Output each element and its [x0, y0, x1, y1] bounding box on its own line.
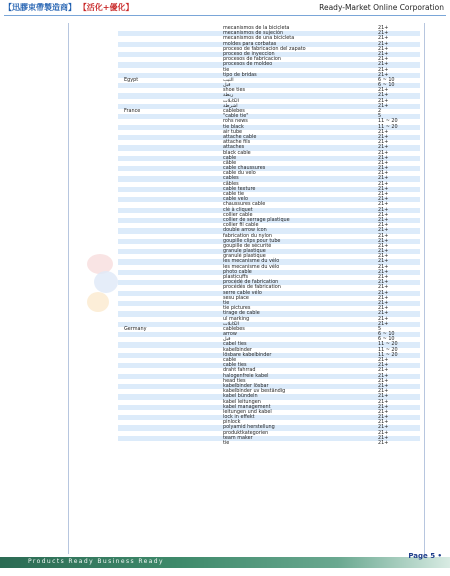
quantity-cell: 6 ~ 10 [378, 331, 395, 338]
quantity-cell: 21+ [378, 357, 389, 363]
keyword-cell: procesos de fabricacion [223, 56, 282, 63]
quantity-cell: 21+ [378, 434, 389, 441]
keyword-cell: cable ties [223, 362, 247, 369]
header-title-accent: 【活化+優化】 [78, 3, 134, 12]
keyword-cell: câble [223, 159, 237, 166]
keyword-cell: cable [223, 357, 237, 363]
keyword-cell: kabel bündeln [223, 393, 258, 400]
keyword-cell: photo cable [223, 268, 252, 275]
keyword-cell: câbles [223, 180, 239, 187]
quantity-cell: 21+ [378, 180, 389, 187]
keyword-cell: produktkategorien [223, 429, 269, 436]
keyword-cell: draht fahrrad [223, 367, 256, 374]
keyword-cell: tie [223, 440, 230, 446]
keyword-cell: cabel ties [223, 341, 247, 348]
keyword-cell: sesu place [223, 294, 249, 301]
quantity-cell: 21+ [378, 50, 389, 57]
keyword-cell: clé à cliquet [223, 206, 253, 213]
keyword-cell: granule plastique [223, 248, 266, 255]
keyword-cell: team maker [223, 434, 253, 441]
keyword-cell: procédés de fabrication [223, 284, 281, 291]
keyword-cell: double arrow icon [223, 227, 267, 234]
quantity-cell: 21+ [378, 388, 389, 395]
keyword-cell: tie [223, 66, 230, 73]
keyword-cell: tirage de cable [223, 310, 260, 317]
quantity-cell: 21+ [378, 362, 389, 369]
quantity-cell: 21+ [378, 30, 389, 37]
quantity-cell: 21+ [378, 429, 389, 436]
keyword-cell: proceso de fabricacion del zapato [223, 45, 306, 52]
quantity-cell: 21+ [378, 237, 389, 244]
keyword-cell: cable velo [223, 196, 248, 203]
keyword-cell: الكابلات [223, 320, 239, 327]
keyword-cell: leitungen und kabel [223, 408, 272, 415]
quantity-cell: 21+ [378, 274, 389, 280]
quantity-cell: 21+ [378, 248, 389, 255]
quantity-cell: 21+ [378, 133, 389, 140]
keyword-cell: kabelbinder lösbar [223, 382, 269, 389]
quantity-cell: 21+ [378, 268, 389, 275]
keyword-cell: collier fil cable [223, 222, 259, 229]
header-divider [4, 15, 446, 16]
footer-tagline: Products Ready Business Ready [28, 558, 164, 565]
quantity-cell: 21+ [378, 393, 389, 400]
quantity-cell: 21+ [378, 201, 389, 208]
keyword-cell: tie [223, 299, 230, 306]
quantity-cell: 21+ [378, 398, 389, 405]
quantity-cell: 5 [378, 113, 382, 120]
keyword-cell: tie black [223, 123, 244, 130]
keyword-cell: head ties [223, 377, 246, 384]
quantity-cell: 21+ [378, 40, 389, 47]
quantity-cell: 21+ [378, 165, 389, 172]
keyword-cell: التيب [223, 76, 234, 83]
quantity-cell: 21+ [378, 294, 389, 301]
quantity-cell: 21+ [378, 66, 389, 73]
quantity-cell: 21+ [378, 216, 389, 223]
quantity-cell: 21+ [378, 403, 389, 410]
company-name: Ready-Market Online Corporation [319, 3, 444, 12]
quantity-cell: 21+ [378, 25, 389, 31]
keyword-cell: cable [223, 154, 237, 161]
keyword-cell: ربطة [223, 92, 234, 99]
quantity-cell: 6 ~ 10 [378, 76, 395, 83]
quantity-cell: 21+ [378, 196, 389, 203]
keyword-cell: collier de serrage plastique [223, 216, 290, 223]
keyword-cell: proceso de inyeccion [223, 50, 275, 57]
quantity-cell: 21+ [378, 211, 389, 218]
keyword-cell: "cable tie" [223, 113, 249, 120]
quantity-cell: 21+ [378, 232, 389, 239]
quantity-cell: 6 ~ 10 [378, 82, 395, 89]
quantity-cell: 21+ [378, 128, 389, 135]
quantity-cell: 21+ [378, 222, 389, 229]
watermark-graphic [86, 250, 120, 316]
country-cell: France [124, 108, 141, 114]
keyword-cell: lock in effekt [223, 414, 255, 421]
keyword-cell: قبل [223, 82, 231, 89]
quantity-cell: 11 ~ 20 [378, 341, 398, 348]
quantity-cell: 21+ [378, 191, 389, 197]
keyword-cell: kabel management [223, 403, 271, 410]
quantity-cell: 21+ [378, 61, 389, 68]
quantity-cell: 21+ [378, 185, 389, 192]
quantity-cell: 21+ [378, 284, 389, 291]
quantity-cell: 21+ [378, 102, 389, 109]
quantity-cell: 21+ [378, 87, 389, 94]
country-cell: Germany [124, 325, 147, 332]
quantity-cell: 21+ [378, 71, 389, 78]
page-number: Page 5 • [408, 552, 442, 560]
quantity-cell: 21+ [378, 377, 389, 384]
quantity-cell: 21+ [378, 299, 389, 306]
keyword-cell: attaches [223, 144, 245, 151]
quantity-cell: 11 ~ 20 [378, 346, 398, 353]
keyword-cell: cable tie [223, 191, 244, 197]
quantity-cell: 21+ [378, 367, 389, 374]
quantity-cell: 21+ [378, 382, 389, 389]
keyword-cell: cablebes [223, 108, 245, 114]
quantity-cell: 21+ [378, 440, 389, 446]
quantity-cell: 21+ [378, 315, 389, 322]
header-title [4, 2, 134, 13]
keyword-cell: ul marking [223, 315, 250, 322]
keyword-cell: cable du velo [223, 170, 256, 177]
quantity-cell: 21+ [378, 139, 389, 146]
quantity-cell: 21+ [378, 206, 389, 213]
quantity-cell: 21+ [378, 419, 389, 426]
keyword-cell: moldes para corbatas [223, 40, 277, 47]
keyword-cell: attache cable [223, 133, 257, 140]
keyword-cell: قبل [223, 336, 231, 343]
quantity-cell: 21+ [378, 305, 389, 312]
quantity-cell: 6 ~ 10 [378, 336, 395, 343]
table-row [118, 441, 420, 446]
keyword-cell: cablebes [223, 325, 245, 332]
keyword-cell: mecanismos de una bicicleta [223, 35, 295, 42]
quantity-cell: 21+ [378, 144, 389, 151]
quantity-cell: 21+ [378, 310, 389, 317]
right-rule [424, 23, 425, 554]
quantity-cell: 21+ [378, 45, 389, 52]
quantity-cell: 21+ [378, 253, 389, 260]
header-title-main: 【迅膠束帶製造商】 [4, 3, 76, 12]
quantity-cell: 21+ [378, 320, 389, 327]
quantity-cell: 11 ~ 20 [378, 351, 398, 358]
keyword-cell: mecanismos de la bicicleta [223, 25, 290, 31]
quantity-cell: 5 [378, 325, 382, 332]
country-cell: Egypt [124, 76, 139, 83]
keyword-cell: attache fils [223, 139, 251, 146]
quantity-cell: 21+ [378, 56, 389, 63]
quantity-cell: 21+ [378, 97, 389, 104]
keyword-cell: granulé plastique [223, 253, 266, 260]
quantity-cell: 21+ [378, 175, 389, 182]
keyword-cell: halogenfreie kabel [223, 372, 269, 379]
keyword-cell: polyamid herstellung [223, 424, 275, 431]
keyword-cell: les mecanisme du vélo [223, 263, 280, 270]
keyword-cell: procédé de fabrication [223, 279, 279, 286]
keyword-cell: serre cable vélo [223, 289, 262, 296]
quantity-cell: 21+ [378, 263, 389, 270]
keyword-cell: collier cable [223, 211, 253, 218]
quantity-cell: 21+ [378, 35, 389, 42]
quantity-cell: 11 ~ 20 [378, 118, 398, 125]
keyword-cell: tipo de bridas [223, 71, 257, 78]
keyword-table [118, 26, 420, 446]
quantity-cell: 21+ [378, 170, 389, 177]
keyword-cell: goupille de sécurité [223, 242, 272, 249]
keyword-cell: cables [223, 175, 239, 182]
keyword-cell: اشرطة [223, 102, 238, 109]
quantity-cell: 21+ [378, 289, 389, 296]
keyword-cell: procesos de moldeo [223, 61, 273, 68]
keyword-cell: air tube [223, 128, 243, 135]
quantity-cell: 2 [378, 108, 382, 114]
quantity-cell: 21+ [378, 372, 389, 379]
quantity-cell: 21+ [378, 424, 389, 431]
keyword-cell: black cable [223, 149, 251, 156]
quantity-cell: 21+ [378, 149, 389, 156]
quantity-cell: 21+ [378, 92, 389, 99]
quantity-cell: 21+ [378, 242, 389, 249]
keyword-cell: cable chaussures [223, 165, 266, 172]
keyword-cell: kabelbinder [223, 346, 252, 353]
keyword-cell: goupille clips pour tube [223, 237, 281, 244]
keyword-cell: kabelbinder uv beständig [223, 388, 286, 395]
keyword-cell: lösbare kabelbinder [223, 351, 272, 358]
quantity-cell: 21+ [378, 227, 389, 234]
keyword-cell: arrow [223, 331, 237, 338]
left-rule [68, 23, 69, 554]
keyword-cell: mecanismos de sujeción [223, 30, 284, 37]
quantity-cell: 21+ [378, 414, 389, 421]
quantity-cell: 21+ [378, 408, 389, 415]
quantity-cell: 21+ [378, 154, 389, 161]
quantity-cell: 11 ~ 20 [378, 123, 398, 130]
keyword-cell: kabel leitungen [223, 398, 261, 405]
keyword-cell: pinlock [223, 419, 241, 426]
keyword-cell: cable texture [223, 185, 256, 192]
keyword-cell: les mecanisme du vélo [223, 258, 280, 265]
quantity-cell: 21+ [378, 159, 389, 166]
keyword-cell: rohs news [223, 118, 248, 125]
keyword-cell: plasticuffs [223, 274, 248, 280]
keyword-cell: tie pictures [223, 305, 251, 312]
keyword-cell: shoe ties [223, 87, 246, 94]
quantity-cell: 21+ [378, 279, 389, 286]
keyword-cell: الكابلات [223, 97, 239, 104]
quantity-cell: 21+ [378, 258, 389, 265]
keyword-cell: fabrication du nylon [223, 232, 273, 239]
keyword-cell: chaussures cable [223, 201, 266, 208]
